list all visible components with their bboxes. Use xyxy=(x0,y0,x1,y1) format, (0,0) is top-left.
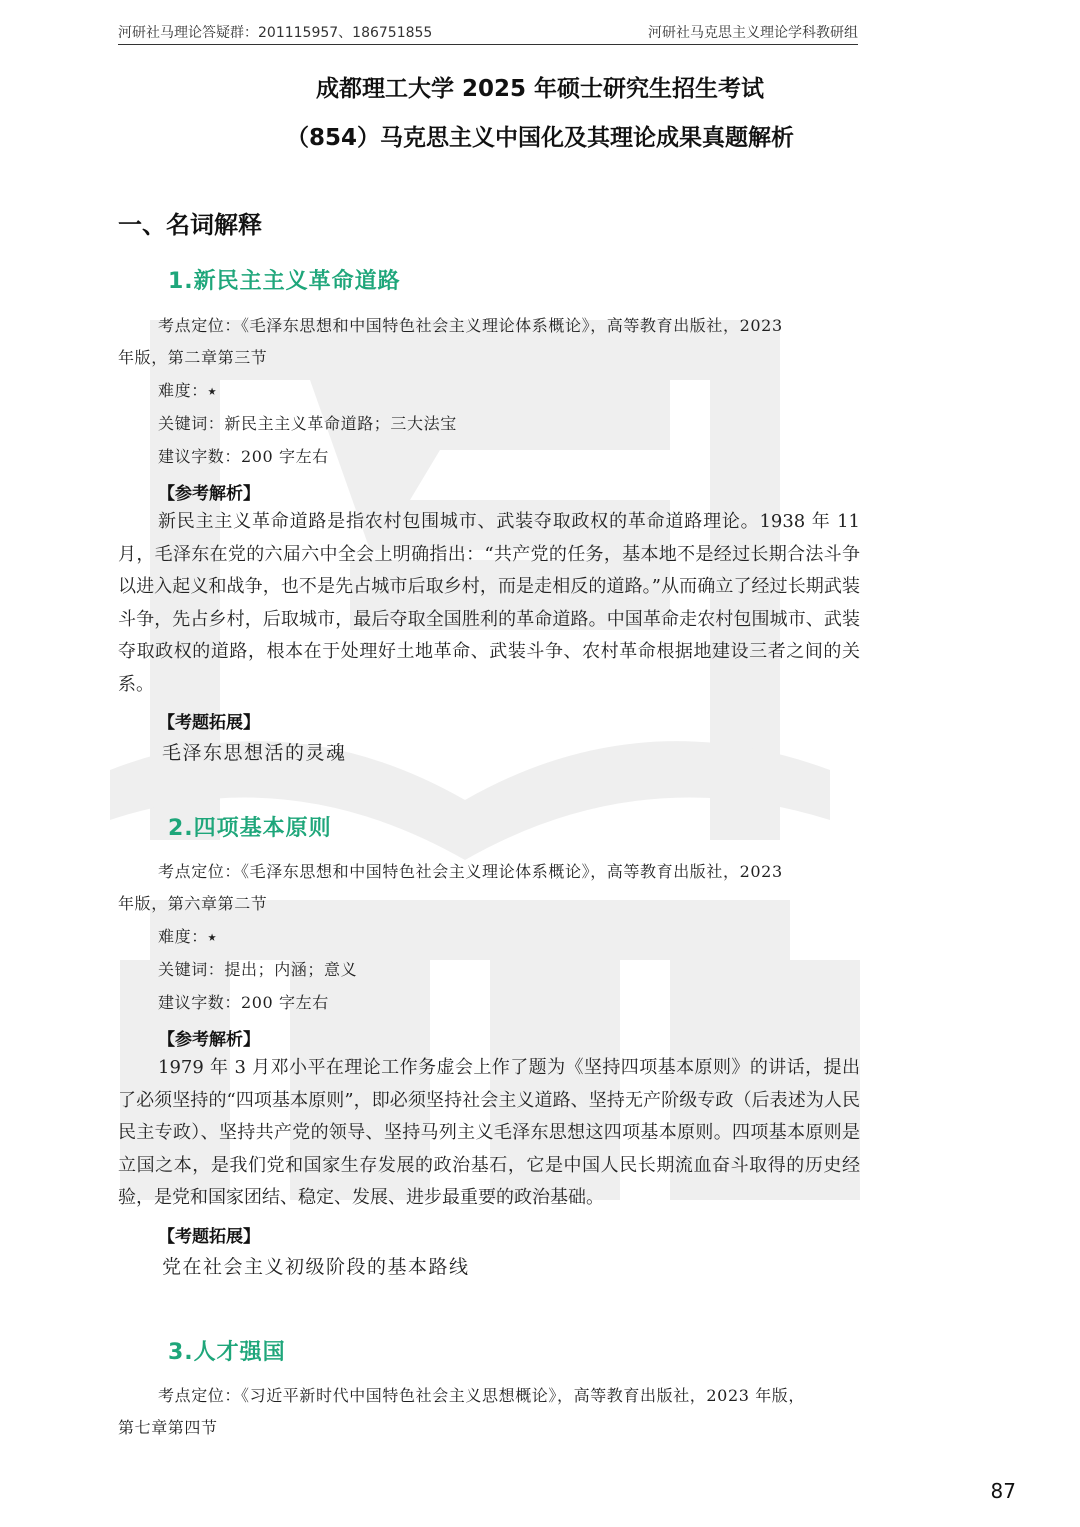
header-left-text: 河研社马理论答疑群：201115957、186751855 xyxy=(118,25,433,41)
analysis-text: 新民主主义革命道路是指农村包围城市、武装夺取政权的革命道路理论。1938 年 11 月，毛泽东在党的六届六中全会上明确指出：“共产党的任务，基本地不是经过长期合法斗争以进入起义和战争，也不是先占城市后取乡村，而是走相反的道路。”从而确立了经过长期武装斗争，先占乡村，后取城市，最后夺取全国胜利的革命道路。中国革命走农村包围城市、武装夺取政权的道路，根本在于处理好土地革命、武装斗争、农村革命根据地建设三者之间的关系。 xyxy=(118,511,860,695)
extension-label: 【考题拓展】 xyxy=(158,1227,260,1247)
section-heading: 一、名词解释 xyxy=(118,211,262,239)
doc-title-line1: 成都理工大学 2025 年硕士研究生招生考试 xyxy=(315,76,765,102)
extension-text: 毛泽东思想活的灵魂 xyxy=(162,742,347,764)
page-number: 87 xyxy=(990,1479,1016,1503)
term-location: 考点定位：《习近平新时代中国特色社会主义思想概论》，高等教育出版社，2023 年版， xyxy=(158,1386,806,1405)
term-difficulty: 难度：⭑ xyxy=(158,381,218,400)
analysis-label: 【参考解析】 xyxy=(158,484,260,504)
page-header xyxy=(118,20,858,45)
term-location: 考点定位：《毛泽东思想和中国特色社会主义理论体系概论》，高等教育出版社，2023 xyxy=(158,862,783,881)
doc-title-line2: （854）马克思主义中国化及其理论成果真题解析 xyxy=(285,125,794,151)
extension-label: 【考题拓展】 xyxy=(158,713,260,733)
term-location-cont: 年版，第六章第二节 xyxy=(118,894,268,913)
term-title: 1.新民主主义革命道路 xyxy=(168,269,401,294)
term-word-count: 建议字数：200 字左右 xyxy=(158,447,329,466)
term-word-count: 建议字数：200 字左右 xyxy=(158,993,329,1012)
term-keywords: 关键词：新民主主义革命道路；三大法宝 xyxy=(158,414,457,433)
term-location-cont: 年版，第二章第三节 xyxy=(118,348,268,367)
analysis-text: 1979 年 3 月邓小平在理论工作务虚会上作了题为《坚持四项基本原则》的讲话，提出了必须坚持的“四项基本原则”，即必须坚持社会主义道路、坚持无产阶级专政（后表述为人民民主专政）、坚持共产党的领导、坚持马列主义毛泽东思想这四项基本原则。四项基本原则是立国之本，是我们党和国家生存发展的政治基石，它是中国人民长期流血奋斗取得的历史经验，是党和国家团结、稳定、发展、进步最重要的政治基础。 xyxy=(118,1057,860,1209)
term-title: 2.四项基本原则 xyxy=(168,816,332,841)
term-location: 考点定位：《毛泽东思想和中国特色社会主义理论体系概论》，高等教育出版社，2023 xyxy=(158,316,783,335)
extension-text: 党在社会主义初级阶段的基本路线 xyxy=(162,1256,470,1278)
term-difficulty: 难度：⭑ xyxy=(158,927,218,946)
analysis-label: 【参考解析】 xyxy=(158,1030,260,1050)
header-right-text: 河研社马克思主义理论学科教研组 xyxy=(648,25,858,41)
term-location-cont: 第七章第四节 xyxy=(118,1418,218,1437)
term-title: 3.人才强国 xyxy=(168,1340,286,1365)
term-keywords: 关键词：提出；内涵；意义 xyxy=(158,960,358,979)
